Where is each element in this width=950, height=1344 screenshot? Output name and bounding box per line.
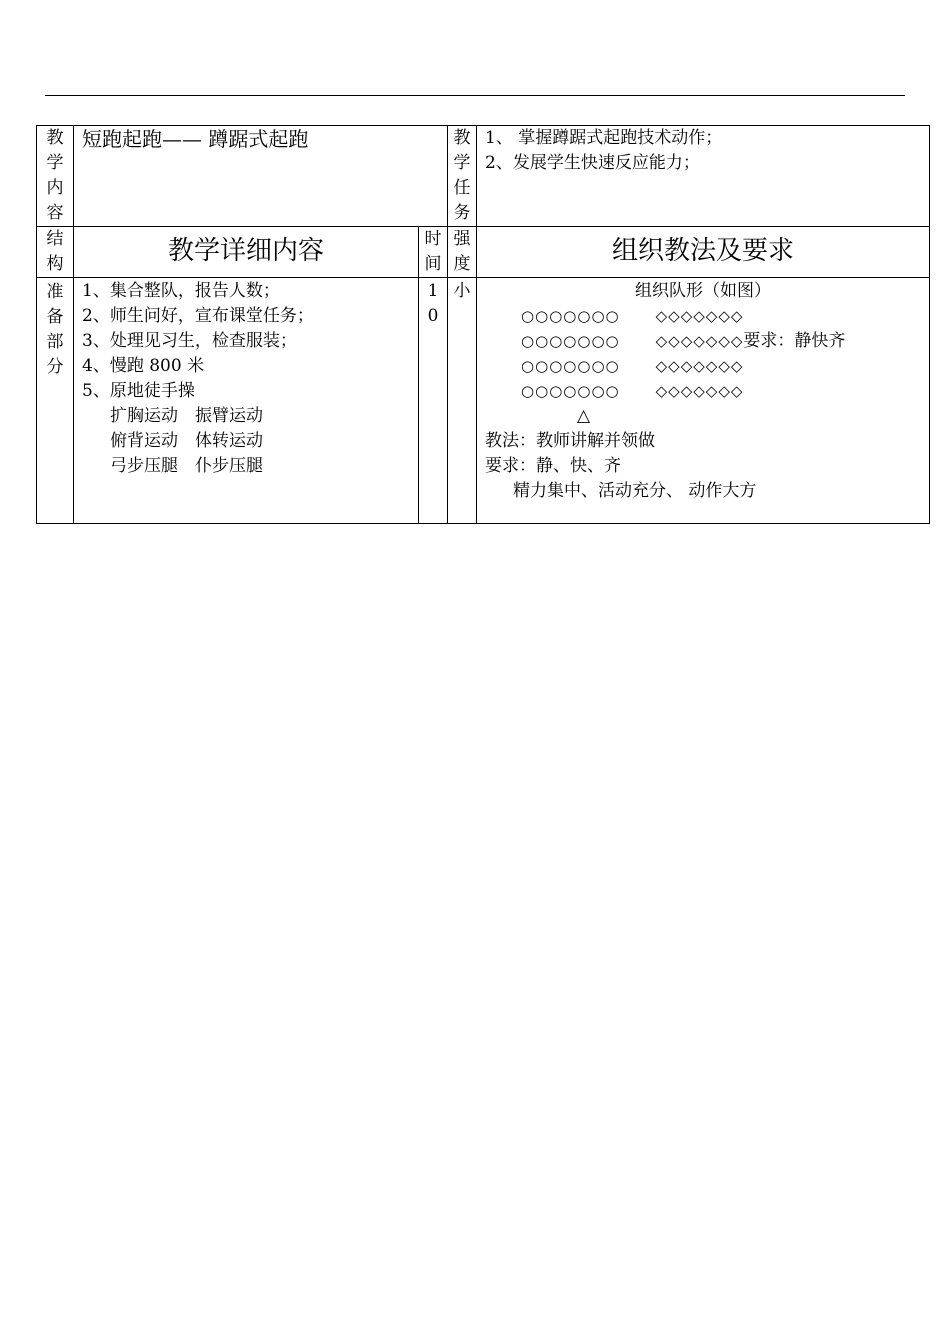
formation-circles: ○○○○○○○ bbox=[521, 357, 620, 375]
prep-item: 5、原地徒手操 bbox=[82, 381, 195, 401]
time-label bbox=[419, 227, 448, 278]
task-item: 1、 掌握蹲踞式起跑技术动作； bbox=[485, 128, 723, 148]
prep-label-char: 准 bbox=[46, 282, 64, 302]
prep-label-char: 部 bbox=[46, 332, 64, 352]
formation-circles: ○○○○○○○ bbox=[521, 332, 620, 350]
content-title-cell bbox=[74, 126, 448, 227]
structure-label bbox=[37, 227, 74, 278]
requirement-text: 要求：静、快、齐 bbox=[485, 456, 622, 476]
task-label-char: 学 bbox=[453, 153, 471, 173]
column-heading-row bbox=[37, 227, 930, 278]
intensity-label-char: 度 bbox=[453, 254, 471, 274]
formation-row bbox=[485, 304, 921, 329]
prep-intensity: 小 bbox=[453, 281, 471, 301]
header-rule bbox=[45, 95, 905, 96]
intensity-label bbox=[448, 227, 477, 278]
formation-diamonds: ◇◇◇◇◇◇◇ bbox=[655, 382, 744, 400]
task-label-char: 教 bbox=[453, 128, 471, 148]
task-label bbox=[448, 126, 477, 227]
task-label-char: 务 bbox=[453, 203, 471, 223]
content-label bbox=[37, 126, 74, 227]
exercise-line: 弓步压腿 仆步压腿 bbox=[110, 456, 263, 476]
prep-label-char: 分 bbox=[46, 357, 64, 377]
formation-diamonds: ◇◇◇◇◇◇◇ bbox=[655, 332, 744, 350]
tasks-cell bbox=[477, 126, 930, 227]
content-label-char: 教 bbox=[46, 128, 64, 148]
formation-note: 要求：静快齐 bbox=[743, 331, 846, 351]
prep-intensity-cell bbox=[448, 278, 477, 524]
formation-row bbox=[485, 329, 921, 354]
teacher-mark: △ bbox=[577, 406, 591, 426]
formation-circles: ○○○○○○○ bbox=[521, 382, 620, 400]
prep-method-cell bbox=[477, 278, 930, 524]
time-label-char: 间 bbox=[424, 254, 442, 274]
structure-label-char: 构 bbox=[46, 254, 64, 274]
time-label-char: 时 bbox=[424, 229, 442, 249]
structure-label-char: 结 bbox=[46, 229, 64, 249]
prep-item: 4、慢跑 800 米 bbox=[82, 356, 205, 376]
requirement-detail: 精力集中、活动充分、 动作大方 bbox=[513, 481, 757, 501]
formation-row bbox=[485, 379, 921, 404]
prep-label-char: 备 bbox=[46, 307, 64, 327]
content-label-char: 学 bbox=[46, 153, 64, 173]
task-label-char: 任 bbox=[453, 178, 471, 198]
method-text: 教法：教师讲解并领做 bbox=[485, 431, 656, 451]
content-title: 短跑起跑—— 蹲踞式起跑 bbox=[82, 127, 309, 151]
prep-item: 1、集合整队，报告人数； bbox=[82, 281, 280, 301]
content-label-char: 容 bbox=[46, 203, 64, 223]
formation-circles: ○○○○○○○ bbox=[521, 307, 620, 325]
content-row bbox=[37, 126, 930, 227]
detail-heading: 教学详细内容 bbox=[74, 227, 419, 278]
prep-detail-cell bbox=[74, 278, 419, 524]
method-heading: 组织教法及要求 bbox=[477, 227, 930, 278]
prep-item: 2、师生问好，宣布课堂任务； bbox=[82, 306, 314, 326]
formation-row bbox=[485, 354, 921, 379]
formation-diamonds: ◇◇◇◇◇◇◇ bbox=[655, 357, 744, 375]
prep-time-cell bbox=[419, 278, 448, 524]
intensity-label-char: 强 bbox=[453, 229, 471, 249]
content-label-char: 内 bbox=[46, 178, 64, 198]
exercise-line: 扩胸运动 振臂运动 bbox=[110, 406, 263, 426]
prep-label bbox=[37, 278, 74, 524]
lesson-plan-table bbox=[36, 125, 930, 524]
prep-time-char: 0 bbox=[427, 306, 439, 326]
formation-diamonds: ◇◇◇◇◇◇◇ bbox=[655, 307, 744, 325]
prep-section-row bbox=[37, 278, 930, 524]
formation-title: 组织队形（如图） bbox=[635, 281, 772, 301]
exercise-line: 俯背运动 体转运动 bbox=[110, 431, 263, 451]
prep-item: 3、处理见习生，检查服装； bbox=[82, 331, 297, 351]
prep-time-char: 1 bbox=[427, 281, 439, 301]
task-item: 2、发展学生快速反应能力； bbox=[485, 153, 700, 173]
